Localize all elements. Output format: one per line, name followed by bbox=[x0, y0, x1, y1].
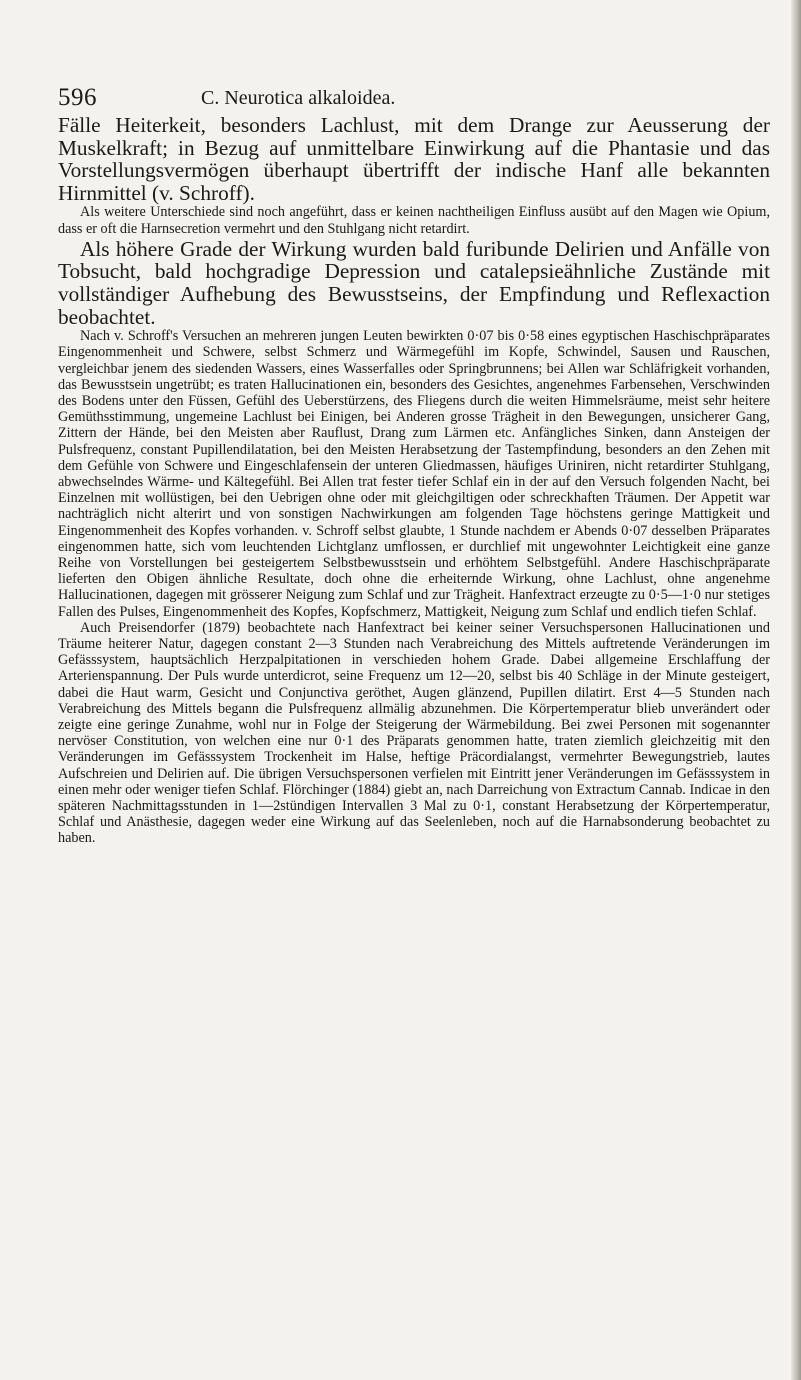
paragraph-hanf-summary: Fälle Heiterkeit, besonders Lachlust, mit dem Drange zur Aeusserung der Muskelkraft; in Bezug auf unmittelbare Einwirkung auf die Phantasie und das Vorstellungsvermögen überhaupt übertrifft der indische Hanf alle bekannten Hirnmittel (v. Schroff). bbox=[58, 113, 770, 205]
running-head bbox=[58, 84, 770, 114]
paragraph-hoehere-grade: Als höhere Grade der Wirkung wurden bald furibunde Delirien und Anfälle von Tobsucht, bald hochgradige Depression und catalepsieähnliche Zustände mit vollständiger Aufhebung des Bewusstseins, der Empfindung und Reflexaction beobachtet. bbox=[58, 236, 770, 329]
page-edge-shadow bbox=[791, 0, 801, 1380]
paragraph-unterschiede: Als weitere Unterschiede sind noch angeführt, dass er keinen nachtheiligen Einfluss ausübt auf den Magen wie Opium, dass er oft die Harnsecretion vermehrt und den Stuhlgang nicht retardirt. bbox=[58, 204, 770, 237]
paragraph-preisendorfer: Auch Preisendorfer (1879) beobachtete nach Hanfextract bei keiner seiner Versuchspersonen Hallucinationen und Träume heiterer Natur, dagegen constant 2—3 Stunden nach Verabreichung des Mittels auftretende Veränderungen im Gefässsystem, hauptsächlich Herzpalpitationen in verschieden hohem Grade. Dabei allgemeine Erschlaffung der Arterienspannung. Der Puls wurde unterdicrot, seine Frequenz um 12—20, selbst bis 40 Schläge in der Minute gesteigert, dabei die Haut warm, Gesicht und Conjunctiva geröthet, Augen glänzend, Pupillen dilatirt. Erst 4—5 Stunden nach Verabreichung des Mittels begann die Pulsfrequenz allmälig abzunehmen. Die Körpertemperatur blieb unverändert oder zeigte eine geringe Zunahme, wohl nur in Folge der Steigerung der Wärmebildung. Bei zwei Personen mit sogenannter nervöser Constitution, von welchen eine nur 0·1 des Präparats genommen hatte, traten ziemlich gleichzeitig mit den Veränderungen im Gefässsystem Trockenheit im Halse, heftige Präcordialangst, vermehrter Bewegungstrieb, lautes Aufschreien und Delirien auf. Die übrigen Versuchspersonen verfielen mit Eintritt jener Veränderungen im Gefässsystem in einen mehr oder weniger tiefen Schlaf. Flörchinger (1884) giebt an, nach Darreichung von Extractum Cannab. Indicae in den späteren Nachmittagsstunden in 1—2stündigen Intervallen 3 Mal zu 0·1, constant Herabsetzung der Körpertemperatur, Schlaf und Anästhesie, dagegen weder eine Wirkung auf das Seelenleben, noch auf die Harnabsonderung beobachtet zu haben. bbox=[58, 619, 770, 847]
paragraph-schroff-versuche: Nach v. Schroff's Versuchen an mehreren jungen Leuten bewirkten 0·07 bis 0·58 eines egyptischen Haschischpräparates Eingenommenheit und Schwere, selbst Schmerz und Wärmegefühl im Kopfe, Schwindel, Sausen und Rauschen, vergleichbar jenem des siedenden Wassers, eines Wasserfalles oder Springbrunnens; bei Allen war Schläfrigkeit vorhanden, das Bewusstsein ungetrübt; es traten Hallucinationen ein, besonders des Gesichtes, angenehmes Farbensehen, Verschwinden des Bodens unter den Füssen, Gefühl des Ueberstürzens, des Fliegens durch die weiten Himmelsräume, meist sehr heitere Gemüthsstimmung, ungemeine Lachlust bei Einigen, bei Anderen grosse Trägheit in den Bewegungen, unsicherer Gang, Zittern der Hände, bei den Meisten aber Rauflust, Drang zum Lärmen etc. Anfängliches Sinken, dann Ansteigen der Pulsfrequenz, constant Pupillendilatation, bei den Meisten Herabsetzung der Tastempfindung, besonders an den Zehen mit dem Gefühle von Schwere und Eingeschlafensein der unteren Gliedmassen, häufiges Uriniren, nicht retardirter Stuhlgang, abwechselndes Wärme- und Kältegefühl. Bei Allen trat fester tiefer Schlaf ein in der auf den Versuch folgenden Nacht, bei Einzelnen mit wollüstigen, bei den Uebrigen ohne oder mit gleichgiltigen oder schreckhaften Träumen. Der Appetit war nachträglich nicht alterirt und von sonstigen Nachwirkungen am folgenden Tage höchstens geringe Mattigkeit und Eingenommenheit des Kopfes vorhanden. v. Schroff selbst glaubte, 1 Stunde nachdem er Abends 0·07 desselben Präparates eingenommen hatte, sich vom leuchtenden Lichtglanz umflossen, er durchlief mit ungewohnter Leichtigkeit eine ganze Reihe von Vorstellungen bei gesteigertem Selbstbewusstsein und erhöhtem Selbstgefühl. Andere Haschischpräparate lieferten den Obigen ähnliche Resultate, doch ohne die erheiternde Wirkung, ohne Lachlust, ohne angenehme Hallucinationen, dagegen mit grösserer Neigung zum Schlaf und zur Trägheit. Hanfextract erzeugte zu 0·5—1·0 nur stetiges Fallen des Pulses, Eingenommenheit des Kopfes, Kopfschmerz, Mattigkeit, Neigung zum Schlaf und endlich tiefen Schlaf. bbox=[58, 328, 770, 620]
running-title: C. Neurotica alkaloidea. bbox=[201, 87, 396, 109]
body-text bbox=[58, 114, 770, 847]
page-number: 596 bbox=[58, 84, 97, 111]
